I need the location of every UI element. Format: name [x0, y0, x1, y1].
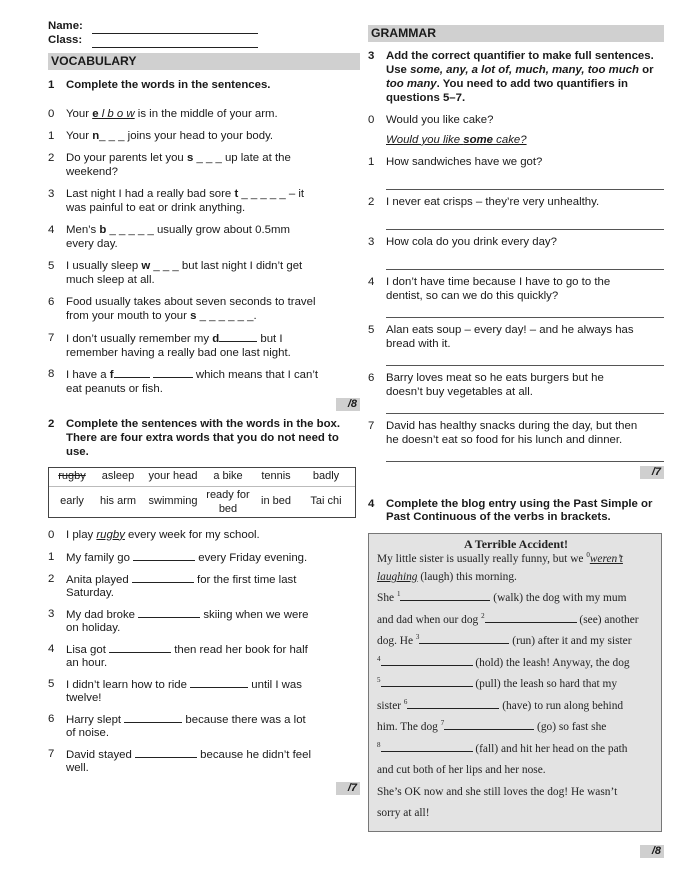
blog-blank-2[interactable] — [485, 613, 577, 623]
word-tennis: tennis — [261, 469, 291, 482]
q2-list — [48, 529, 360, 778]
q4-score: /8 — [368, 845, 664, 859]
word-box-row — [49, 468, 355, 486]
q2-item[interactable]: 2 Anita played for the first time last Saturday. — [48, 572, 297, 600]
blog-blank-4[interactable] — [381, 656, 473, 666]
q1-item[interactable]: 1 Your n_ _ _ joins your head to your body. — [48, 129, 274, 142]
word-your-head: your head — [148, 469, 198, 482]
q3-answer-line[interactable] — [386, 352, 664, 366]
q3-example: 0 Would you like cake? — [368, 113, 494, 126]
q1-item: 0 Your e l b o w is in the middle of your arm. — [48, 107, 278, 120]
blog-title: A Terrible Accident! — [464, 537, 568, 552]
q1-item[interactable]: 3 Last night I had a really bad sore t _ _ _ _ _ – it was painful to eat or drink anything. — [48, 187, 305, 214]
q3-answer-line[interactable] — [386, 176, 664, 190]
q3-answer-line[interactable] — [386, 304, 664, 318]
q3-item: 5 Alan eats soup – every day! – and he always has bread with it. — [368, 323, 634, 350]
class-field[interactable] — [92, 38, 258, 48]
q3-item: 7 David has healthy snacks during the day, but then he doesn’t eat so food for his lunch and dinner. — [368, 419, 638, 446]
q3-answer-line[interactable] — [386, 216, 664, 230]
word-box-row — [49, 486, 355, 517]
q2-item[interactable]: 1 My family go every Friday evening. — [48, 550, 308, 564]
class-label: Class: — [48, 34, 83, 47]
q2-item[interactable]: 6 Harry slept because there was a lot of noise. — [48, 712, 306, 740]
blog-blank-7[interactable] — [444, 720, 534, 730]
q2-score: /7 — [48, 782, 360, 796]
vocabulary-heading: VOCABULARY — [48, 53, 360, 70]
q3-score: /7 — [368, 466, 664, 480]
blog-entry: A Terrible Accident! My little sister is usually really funny, but we $^0$weren’t laughing (laugh) this morning. She $^1$ (walk) the dog with my mum and dad when our dog $^2$ (see) another dog. He $^3$ (run) after it and my sister $^4$ (hold) the leash! Anyway, the dog $^5$ (pull) the leash so hard that my sister $^6$ (have) to run along behind him. The dog $^7$ (go) so fast she $^8$ (fall) and hit her head on the path and cut both of her lips and her nose. She’s OK now and she still loves the dog! He wasn’t sorry at all! — [368, 533, 662, 832]
q3-item: 2 I never eat crisps – they’re very unhealthy. — [368, 195, 600, 208]
blog-blank-5[interactable] — [381, 677, 473, 687]
word-his-arm: his arm — [99, 494, 137, 507]
left-column — [48, 22, 360, 795]
q1-heading: 1 Complete the words in the sentences. — [48, 79, 271, 91]
name-row — [48, 22, 360, 34]
word-rugby: rugby — [58, 469, 86, 482]
q2-heading: 2 Complete the sentences with the words in the box. There are four extra words that you do not need to use. — [48, 417, 341, 458]
word-box — [48, 467, 356, 518]
q1-item[interactable]: 6 Food usually takes about seven seconds to travel from your mouth to your s _ _ _ _ _ _. — [48, 295, 316, 322]
q2-item[interactable]: 5 I didn’t learn how to ride until I was twelve! — [48, 677, 302, 705]
q1-item[interactable]: 7 I don’t usually remember my d but I remember having a really bad one last night. — [48, 331, 291, 359]
word-tai-chi: Tai chi — [310, 494, 342, 507]
blog-blank-6[interactable] — [407, 699, 499, 709]
q3-heading: 3 Add the correct quantifier to make full sentences. Use some, any, a lot of, much, many, too much or too many. You need to add two quantifiers in questions 5–7. — [368, 50, 654, 104]
q2-item[interactable]: 4 Lisa got then read her book for half an hour. — [48, 642, 308, 670]
grammar-heading: GRAMMAR — [368, 25, 664, 42]
q1-score: /8 — [48, 398, 360, 412]
q3-item: 6 Barry loves meat so he eats burgers but he doesn’t buy vegetables at all. — [368, 371, 604, 398]
q2-item[interactable]: 7 David stayed because he didn’t feel well. — [48, 747, 312, 775]
q3-item: 4 I don’t have time because I have to go to the dentist, so can we do this quickly? — [368, 275, 611, 302]
word-badly: badly — [312, 469, 340, 482]
q1-item[interactable]: 5 I usually sleep w _ _ _ but last night I didn’t get much sleep at all. — [48, 259, 303, 286]
q4-heading: 4 Complete the blog entry using the Past Simple or Past Continuous of the verbs in brackets. — [368, 497, 653, 524]
word-in-bed: in bed — [261, 494, 291, 507]
q1-item[interactable]: 8 I have a f which means that I can’t eat peanuts or fish. — [48, 367, 319, 395]
q3-example-answer: Would you like some cake? — [386, 133, 527, 146]
q2-item[interactable]: 3 My dad broke skiing when we were on holiday. — [48, 607, 309, 635]
name-field[interactable] — [92, 24, 258, 34]
word-early: early — [60, 494, 84, 507]
q3-answer-line[interactable] — [386, 448, 664, 462]
q2-item: 0 I play rugby every week for my school. — [48, 528, 260, 541]
word-ready-for-bed: ready for bed — [206, 488, 250, 515]
q3-item: 1 How sandwiches have we got? — [368, 155, 543, 168]
word-asleep: asleep — [101, 469, 135, 482]
class-row — [48, 36, 360, 48]
word-a-bike: a bike — [213, 469, 243, 482]
right-column — [368, 22, 664, 859]
word-swimming: swimming — [148, 494, 198, 507]
blog-blank-8[interactable] — [381, 742, 473, 752]
q1-list — [48, 108, 360, 398]
q1-item[interactable]: 2 Do your parents let you s _ _ _ up late at the weekend? — [48, 151, 291, 178]
blog-blank-3[interactable] — [419, 634, 509, 644]
q1-item[interactable]: 4 Men’s b _ _ _ _ _ usually grow about 0.5mm every day. — [48, 223, 290, 250]
q3-item: 3 How cola do you drink every day? — [368, 235, 557, 248]
blog-blank-1[interactable] — [400, 591, 490, 601]
q3-answer-line[interactable] — [386, 400, 664, 414]
q3-answer-line[interactable] — [386, 256, 664, 270]
name-label: Name: — [48, 20, 83, 33]
